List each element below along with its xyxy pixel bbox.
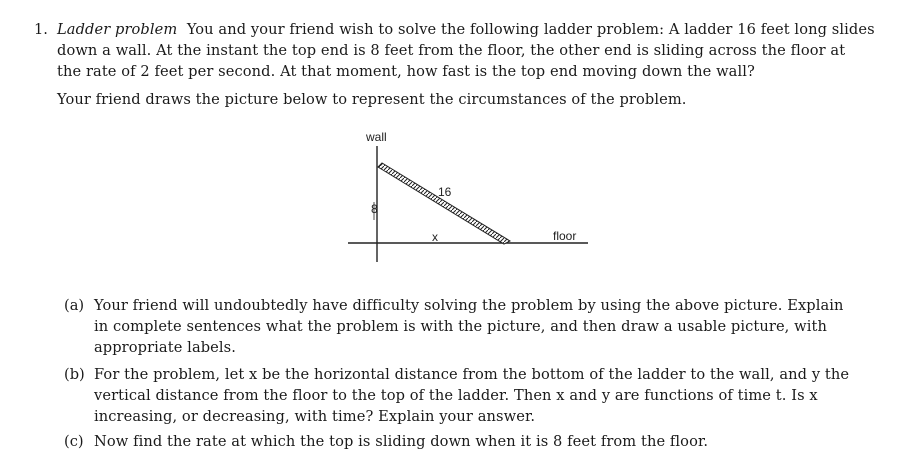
height-label: 8 <box>371 202 378 216</box>
part-c-label: (c) <box>64 433 84 450</box>
part-a-line-2: in complete sentences what the problem is with the picture, and then draw a usable picture, with <box>94 318 827 335</box>
problem-number: 1. <box>34 21 48 38</box>
part-a-label: (a) <box>64 297 85 314</box>
part-b-label: (b) <box>64 366 85 383</box>
problem-line-2: down a wall. At the instant the top end is 8 feet from the floor, the other end is sliding across the floor at <box>57 42 846 59</box>
part-a-line-3: appropriate labels. <box>94 339 237 356</box>
part-c-line-1: Now find the rate at which the top is sliding down when it is 8 feet from the floor. <box>94 433 709 450</box>
part-a-line-1: Your friend will undoubtedly have difficulty solving the problem by using the above picture. Explain <box>94 297 844 314</box>
problem-text-1: You and your friend wish to solve the following ladder problem: A ladder 16 feet long slides <box>186 21 875 38</box>
problem-line-3: the rate of 2 feet per second. At that moment, how fast is the top end moving down the wall? <box>57 63 755 80</box>
problem-title: Ladder problem <box>57 21 178 38</box>
floor-label: floor <box>553 229 577 243</box>
problem-intro: Your friend draws the picture below to represent the circumstances of the problem. <box>57 91 687 108</box>
ladder-diagram <box>340 126 610 266</box>
base-label: x <box>432 230 438 244</box>
wall-label: wall <box>366 130 387 144</box>
ladder <box>378 163 510 244</box>
part-b-line-3: increasing, or decreasing, with time? Explain your answer. <box>94 408 536 425</box>
ladder-length-label: 16 <box>438 185 452 199</box>
part-b-line-2: vertical distance from the floor to the top of the ladder. Then x and y are functions of time t. Is x <box>94 387 818 404</box>
ladder-figure <box>340 126 610 266</box>
problem-line-1 <box>57 20 875 40</box>
part-b-line-1: For the problem, let x be the horizontal distance from the bottom of the ladder to the wall, and y the <box>94 366 850 383</box>
